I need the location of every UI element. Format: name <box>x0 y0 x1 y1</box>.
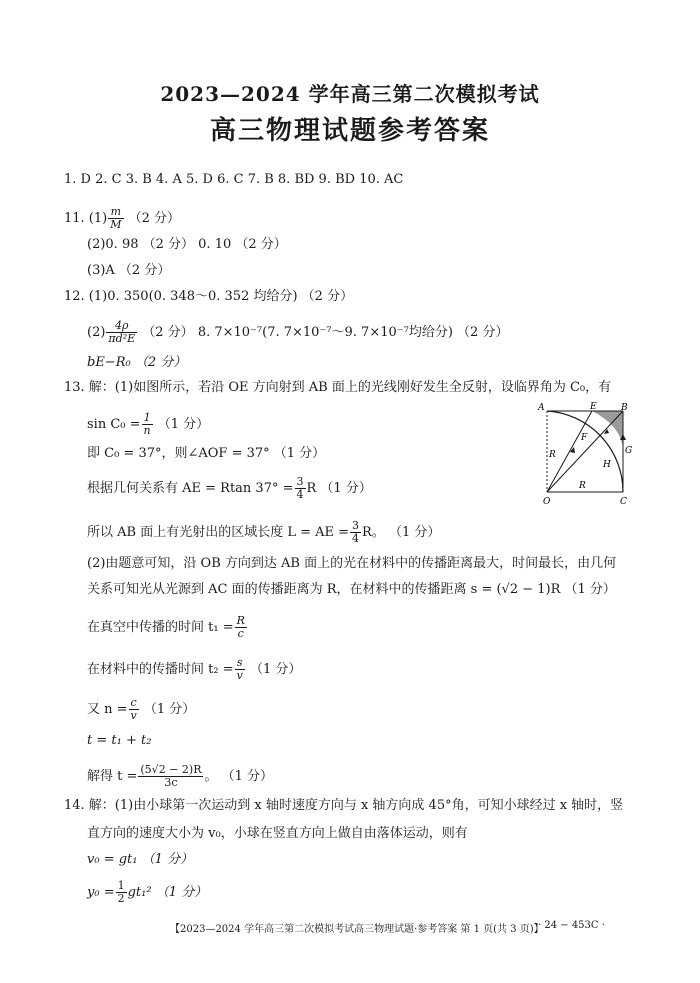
page-title: 2023—2024 学年高三第二次模拟考试 <box>160 82 540 106</box>
optics-figure <box>535 400 635 510</box>
mc-answers: 1. D 2. C 3. B 4. A 5. D 6. C 7. B 8. BD 9. BD 10. AC <box>64 172 404 187</box>
q13-ae: 根据几何关系有 AE = Rtan 37° = $\frac{3}{4}$ R （1 分） <box>87 475 372 501</box>
q13-n: 又 n = $\frac{c}{v}$ （1 分） <box>87 696 196 722</box>
q12-part1: 12. (1)0. 350(0. 348～0. 352 均给分) （2 分） <box>64 289 354 304</box>
q13-part2-line1: (2)由题意可知，沿 OB 方向到达 AB 面上的光在材料中的传播距离最大，时间最长，由几何 <box>87 556 617 571</box>
q14-line2: 直方向的速度大小为 v₀，小球在竖直方向上做自由落体运动，则有 <box>87 826 468 841</box>
label-e: E <box>590 402 597 412</box>
label-a: A <box>538 403 545 413</box>
label-f: F <box>581 433 588 443</box>
q14-line1: 14. 解：(1)由小球第一次运动到 x 轴时速度方向与 x 轴方向成 45°角，可知小球经过 x 轴时，竖 <box>64 798 624 813</box>
q11-part2: (2)0. 98 （2 分） 0. 10 （2 分） <box>87 237 287 252</box>
q13-length: 所以 AB 面上有光射出的区域长度 L = AE = $\frac{3}{4}$ R。 （1 分） <box>87 519 441 545</box>
footer-text: 【2023—2024 学年高三第二次模拟考试高三物理试题·参考答案 第 1 页(共 3 页)】 <box>170 924 544 935</box>
page-subtitle: 高三物理试题参考答案 <box>209 116 490 146</box>
q13-angle: 即 C₀ = 37°，则∠AOF = 37° （1 分） <box>87 446 326 461</box>
q14-eq1: v₀ = gt₁ （1 分） <box>87 852 194 867</box>
label-b: B <box>621 403 628 413</box>
q12-part3: bE−R₀ （2 分） <box>87 355 187 370</box>
q13-t2: 在材料中的传播时间 t₂ = $\frac{s}{v}$ （1 分） <box>87 656 302 682</box>
label-h: H <box>603 460 611 470</box>
label-g: G <box>625 446 633 456</box>
label-o: O <box>543 497 551 507</box>
footer-code: · 24 − 453C · <box>538 920 605 931</box>
q12-part2: (2) $\frac{4\rho}{\text{πd²E}}$ （2 分） 8. 7×10⁻⁷(7. 7×10⁻⁷～9. 7×10⁻⁷均给分) （2 分） <box>87 319 509 345</box>
q13-solution: 解得 t = $\frac{(5√2 - 2)R}{3c}$ 。 （1 分） <box>87 763 274 789</box>
q13-tsum: t = t₁ + t₂ <box>87 733 152 748</box>
q13-intro: 13. 解：(1)如图所示，若沿 OE 方向射到 AB 面上的光线刚好发生全反射，设临界角为 C₀，有 <box>64 380 612 395</box>
label-r-bottom: R <box>579 481 586 491</box>
q13-t1: 在真空中传播的时间 t₁ = $\frac{R}{c}$ <box>87 614 245 640</box>
q14-eq2: y₀ = $\frac{1}{2}$ gt₁² （1 分） <box>87 879 208 905</box>
q11-part3: (3)A （2 分） <box>87 263 171 278</box>
label-r-left: R <box>549 450 556 460</box>
label-c: C <box>620 497 627 507</box>
q11-part1: 11. (1) $\frac{m}{M}$ （2 分） <box>64 205 181 231</box>
q13-part2-line2: 关系可知光从光源到 AC 面的传播距离为 R，在材料中的传播距离 s = (√2 − 1)R （1 分） <box>87 582 616 597</box>
q13-sin: sin C₀ = $\frac{1}{n}$ （1 分） <box>87 411 210 437</box>
